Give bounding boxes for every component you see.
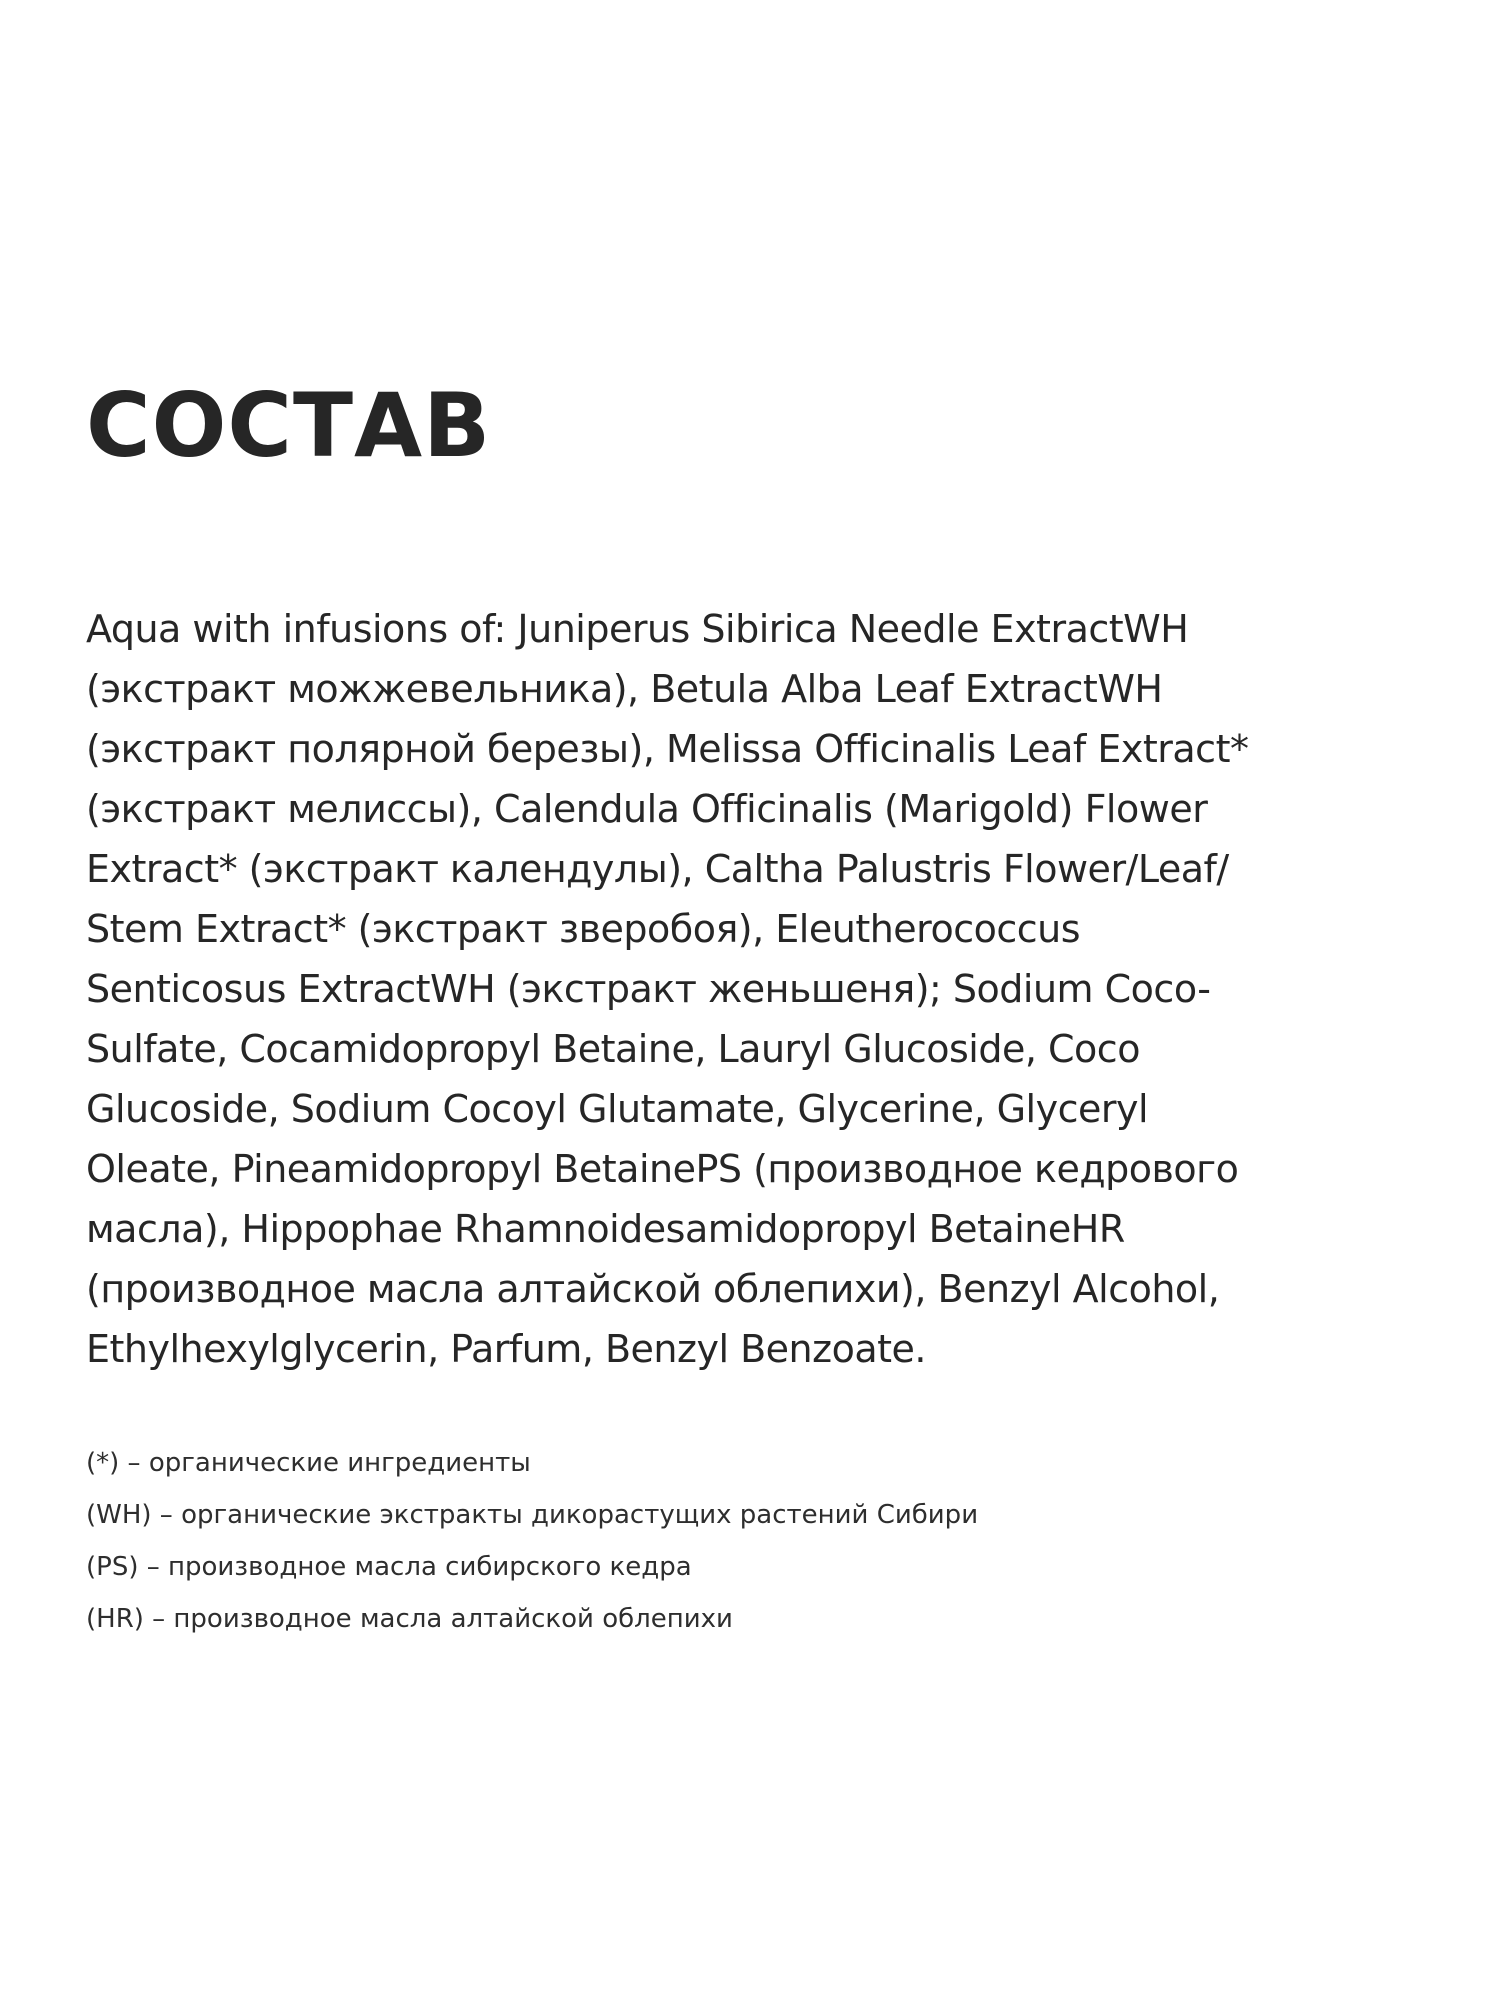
legend-notes (86, 1437, 1286, 1645)
ingredients-line: (экстракт можжевельника), Betula Alba Leaf ExtractWH (86, 667, 1163, 711)
ingredients-line: Extract* (экстракт календулы), Caltha Palustris Flower/Leaf/ (86, 847, 1229, 891)
ingredients-line: Sulfate, Cocamidopropyl Betaine, Lauryl Glucoside, Coco (86, 1027, 1140, 1071)
ingredients-line: Ethylhexylglycerin, Parfum, Benzyl Benzoate. (86, 1327, 926, 1371)
ingredients-list (86, 599, 1426, 1379)
ingredients-line: масла), Hippophae Rhamnoidesamidopropyl BetaineHR (86, 1207, 1125, 1251)
ingredients-line: (экстракт мелиссы), Calendula Officinalis (Marigold) Flower (86, 787, 1208, 831)
ingredients-line: Stem Extract* (экстракт зверобоя), Eleutherococcus (86, 907, 1081, 951)
ingredients-line: Oleate, Pineamidopropyl BetainePS (производное кедрового (86, 1147, 1239, 1191)
ingredients-line: Senticosus ExtractWH (экстракт женьшеня); Sodium Coco- (86, 967, 1211, 1011)
legend-note-sea-buckthorn: (HR) – производное масла алтайской облепихи (86, 1604, 733, 1634)
legend-note-wild-extracts: (WH) – органические экстракты дикорастущих растений Сибири (86, 1500, 979, 1530)
ingredients-line: (производное масла алтайской облепихи), Benzyl Alcohol, (86, 1267, 1220, 1311)
ingredients-line: Aqua with infusions of: Juniperus Sibirica Needle ExtractWH (86, 607, 1189, 651)
legend-note-organic: (*) – органические ингредиенты (86, 1448, 531, 1478)
ingredients-line: Glucoside, Sodium Cocoyl Glutamate, Glycerine, Glyceryl (86, 1087, 1149, 1131)
page-title: СОСТАВ (86, 374, 492, 477)
ingredients-line: (экстракт полярной березы), Melissa Officinalis Leaf Extract* (86, 727, 1249, 771)
legend-note-cedar: (PS) – производное масла сибирского кедра (86, 1552, 692, 1582)
